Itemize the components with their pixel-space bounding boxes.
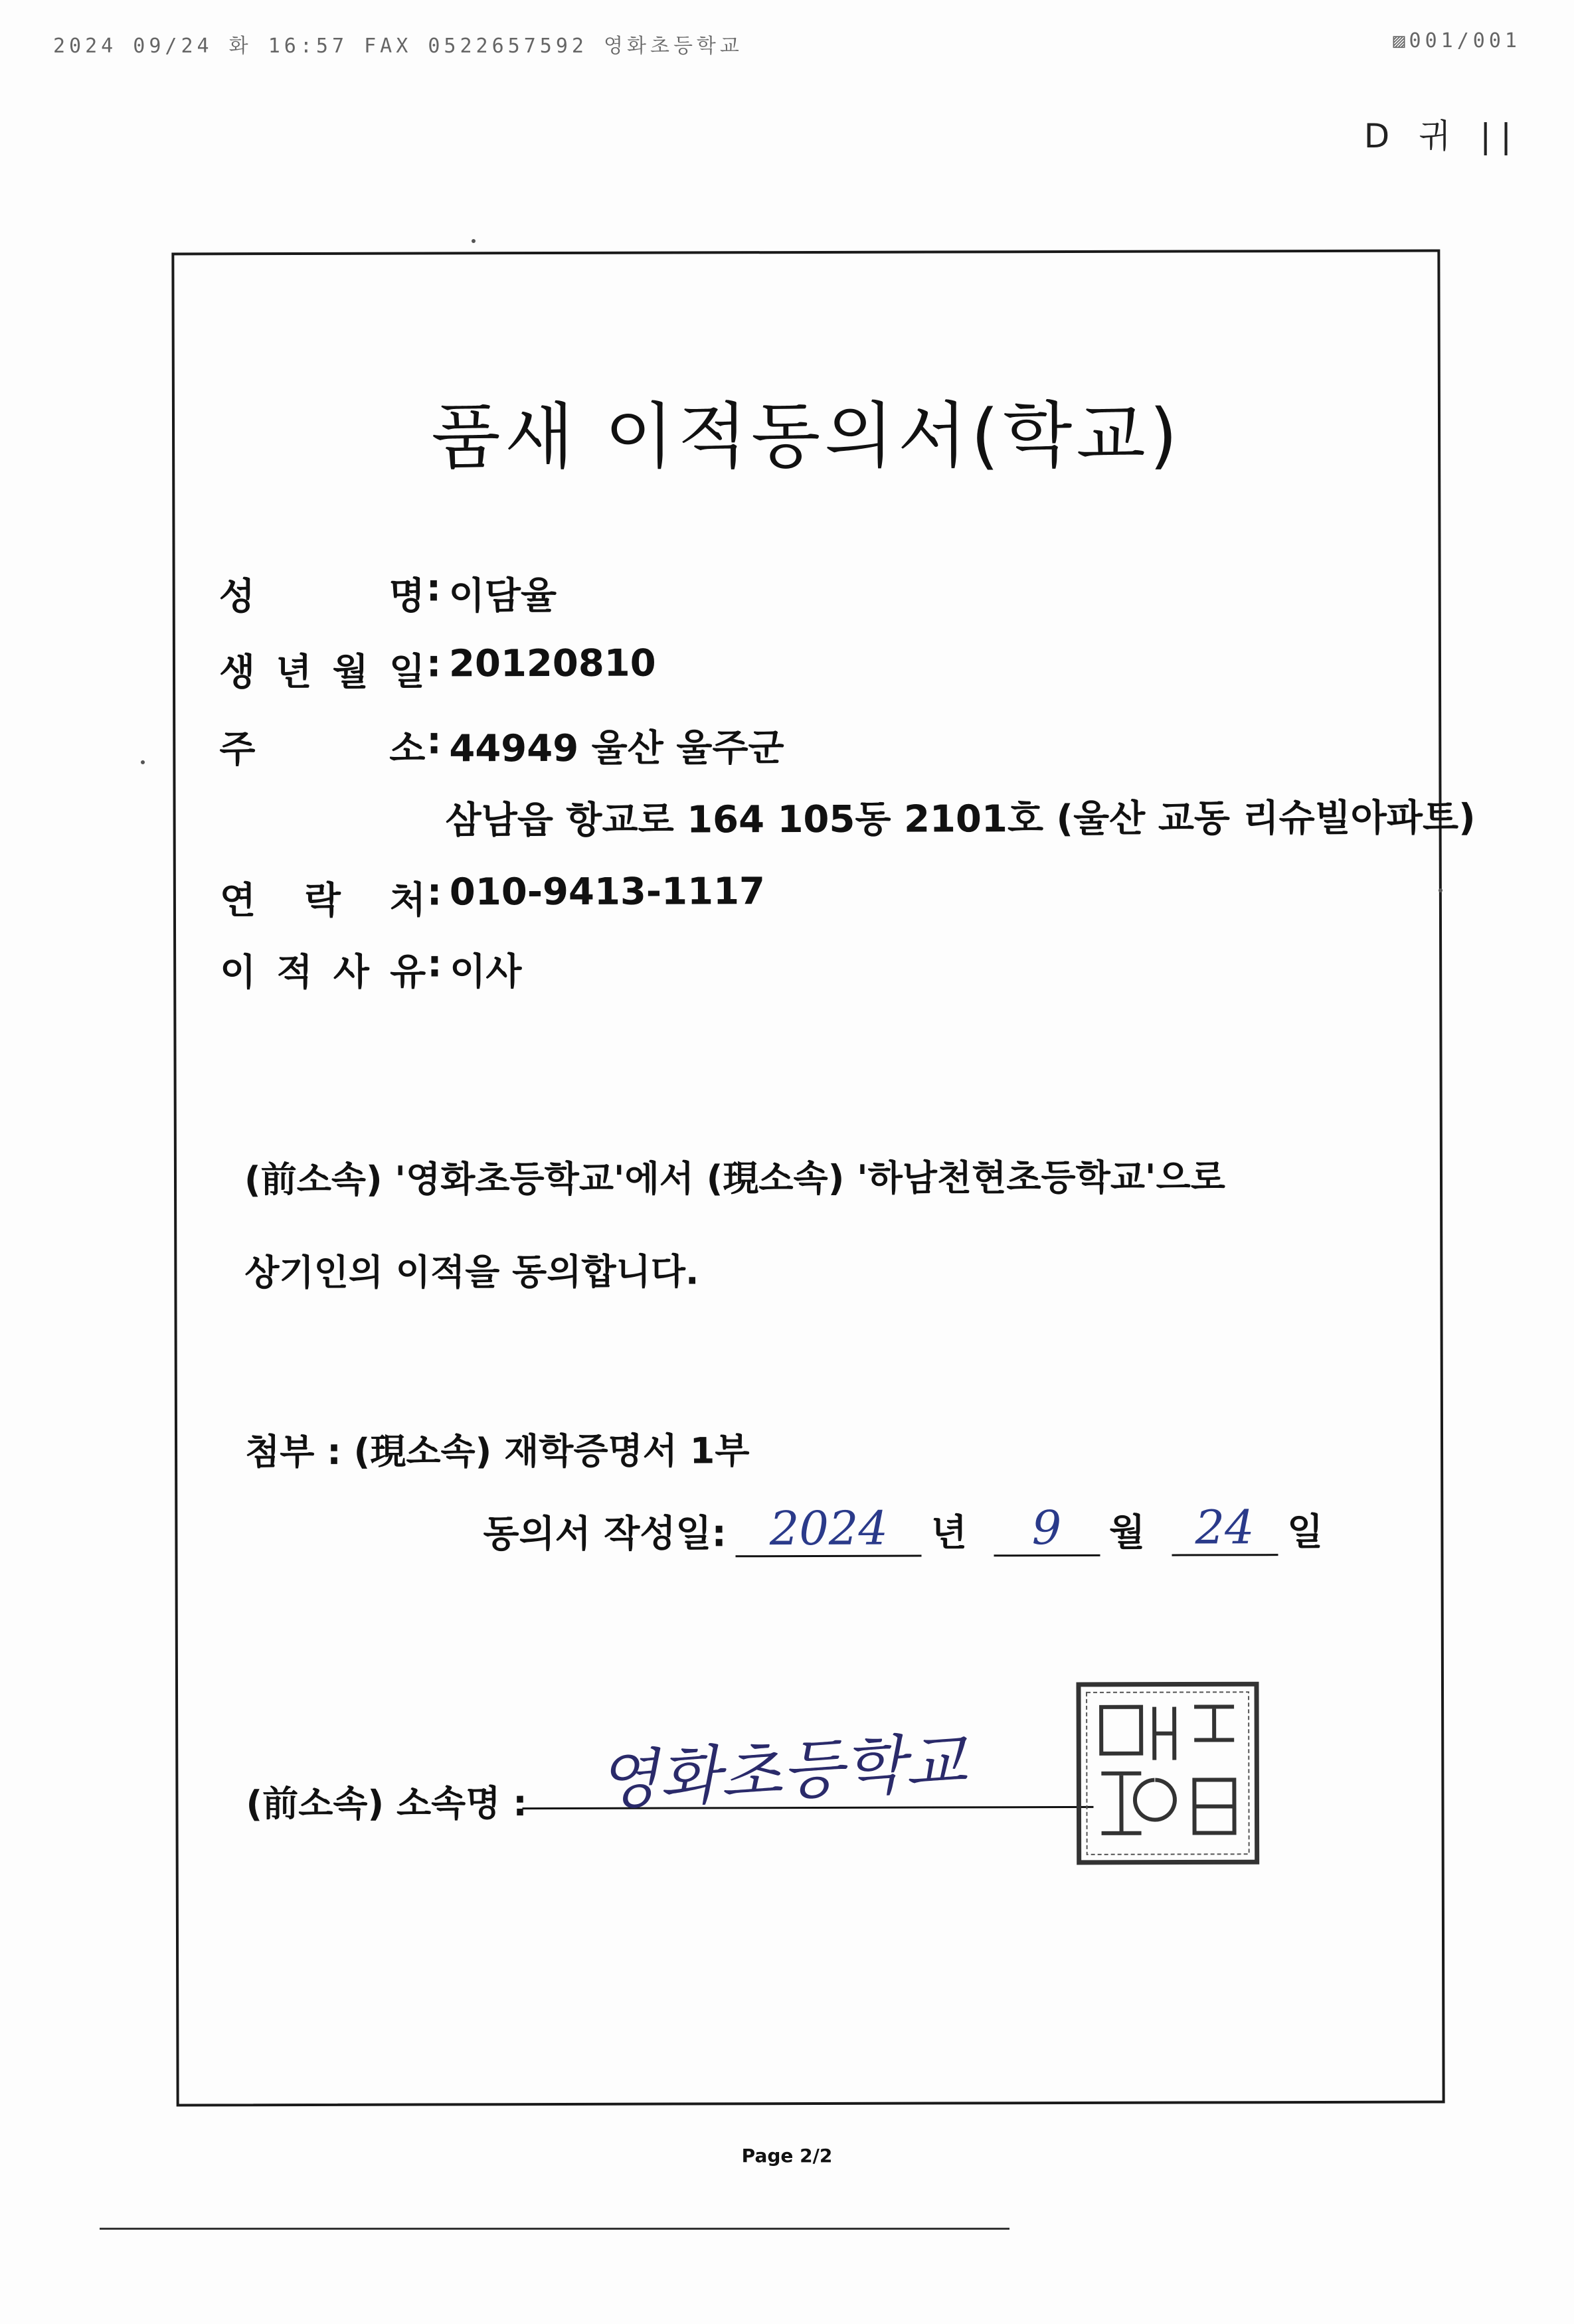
field-contact-label: 연 락 처 [219, 878, 426, 923]
page-number: Page 2/2 [741, 2145, 833, 2167]
field-name-label: 성 명 [219, 574, 425, 619]
document-frame: 품새 이적동의서(학교) 성 명 : 이담율 생 년 월 일 : 20120810 주 소 : 44949 울산 울주군 삼남읍 항교로 164 105동 2101호 (울산 교동 리슈빌아파트) 연 락 처 : 010-9413-1117 이 적 사 유 : 이사 (前소속) '영화초등학교'에서 (現소속) '하남천현초등학교'으로 상기인의 이적을 동의합니다. 첨부 : (現소속) 재학증명서 1부 동의서 작성일: 2024 년 9 월 24 일 (前소속) 소속명 : 영화초등학교 [171, 250, 1444, 2107]
scan-speck [472, 239, 476, 243]
school-seal-stamp [1075, 1680, 1261, 1867]
date-day: 24 [1172, 1501, 1278, 1556]
date-year-unit: 년 [930, 1511, 968, 1555]
bottom-rule [100, 2228, 1009, 2230]
field-address-value: 44949 울산 울주군 [449, 726, 784, 771]
field-transfer-reason-value: 이사 [450, 950, 522, 994]
document-title: 품새 이적동의서(학교) [431, 394, 1182, 479]
scan-speck [141, 760, 145, 764]
scan-speck [1439, 888, 1443, 892]
affiliation-label: (前소속) 소속명 : [246, 1782, 527, 1825]
field-contact-value: 010-9413-1117 [449, 870, 766, 914]
field-transfer-reason-label: 이 적 사 유 [220, 950, 426, 995]
fax-transmission-info: 2024 09/24 화 16:57 FAX 0522657592 영화초등학교 [53, 35, 743, 58]
date-label: 동의서 작성일: [483, 1512, 727, 1556]
field-birthdate-label: 생 년 월 일 [219, 650, 426, 695]
fax-page-counter: ▨001/001 [1393, 29, 1521, 52]
date-year: 2024 [736, 1502, 922, 1558]
consent-date [483, 1501, 1323, 1558]
handwritten-signature: 영화초등학교 [595, 1724, 968, 1819]
field-address-line2: 삼남읍 항교로 164 105동 2101호 (울산 교동 리슈빌아파트) [445, 796, 1476, 843]
date-month-unit: 월 [1108, 1511, 1146, 1554]
attachment-note: 첨부 : (現소속) 재학증명서 1부 [244, 1430, 750, 1473]
field-address-label: 주 소 [219, 727, 426, 772]
date-month: 9 [994, 1501, 1100, 1556]
consent-statement-line2: 상기인의 이적을 동의합니다. [244, 1250, 699, 1294]
corner-handwritten-mark: D 귀 || [1363, 117, 1521, 155]
field-name-value: 이담율 [448, 574, 557, 618]
consent-statement-line1: (前소속) '영화초등학교'에서 (現소속) '하남천현초등학교'으로 [244, 1156, 1225, 1201]
fax-header [53, 29, 1521, 56]
date-day-unit: 일 [1287, 1510, 1324, 1554]
field-birthdate-value: 20120810 [448, 641, 656, 686]
